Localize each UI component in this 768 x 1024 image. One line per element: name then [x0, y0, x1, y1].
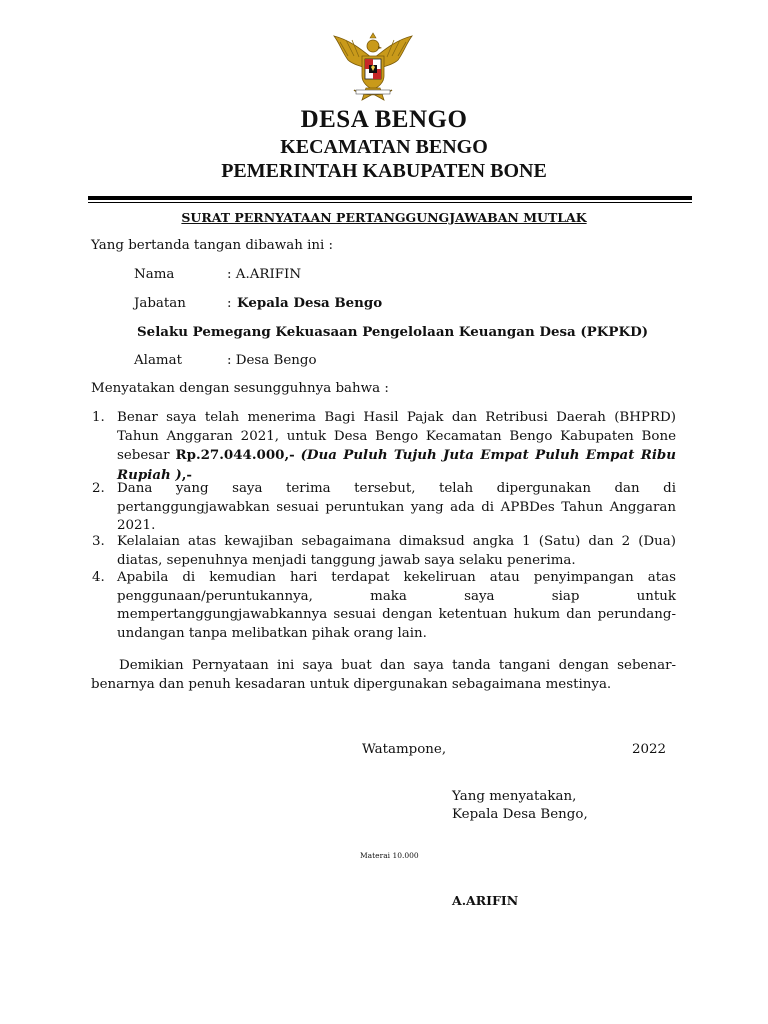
closing-paragraph: Demikian Pernyataan ini saya buat dan saya tanda tangani dengan sebenar-benarnya dan penuh kesadaran untuk dipergunakan sebagaimana mestinya.: [91, 658, 676, 692]
document-title: SURAT PERNYATAAN PERTANGGUNGJAWABAN MUTLAK: [181, 210, 587, 225]
header-divider-thin: [88, 202, 692, 203]
name-label: Nama: [134, 267, 175, 282]
item-text: Benar saya telah menerima Bagi Hasil Pajak dan Retribusi Daerah (BHPRD) Tahun Anggaran 2021, untuk Desa Bengo Kecamatan Bengo Kabupaten Bone sebesar: [117, 410, 676, 463]
district-title: KECAMATAN BENGO: [280, 136, 488, 158]
amount-tail: ,-: [181, 466, 192, 483]
garuda-emblem-icon: [326, 30, 420, 102]
list-item: Apabila di kemudian hari terdapat kekeliruan atau penyimpangan atas penggunaan/peruntukannya, maka saya siap untuk mempertanggungjawabkannya sesuai dengan ketentuan hukum dan perundang-undangan tanpa melibatkan pihak orang lain.: [117, 570, 676, 641]
regency-title: PEMERINTAH KABUPATEN BONE: [221, 160, 547, 182]
village-title: DESA BENGO: [300, 106, 468, 133]
header-divider-thick: [88, 196, 692, 200]
item-number: 2.: [92, 481, 105, 496]
item-number: 4.: [92, 570, 105, 585]
declarant-label: Yang menyatakan,: [452, 789, 577, 804]
item-number: 1.: [92, 410, 105, 425]
item-number: 3.: [92, 534, 105, 549]
address-label: Alamat: [134, 353, 182, 368]
position-value: Kepala Desa Bengo: [237, 295, 383, 311]
declarant-role: Kepala Desa Bengo,: [452, 807, 588, 822]
amount-words-text: (Dua Puluh Tujuh Juta Empat Puluh Empat Ribu Rupiah ): [117, 447, 677, 483]
list-item: Kelalaian atas kewajiban sebagaimana dimaksud angka 1 (Satu) dan 2 (Dua) diatas, sepenuhnya menjadi tanggung jawab saya selaku penerima.: [117, 534, 676, 568]
address-value: : Desa Bengo: [227, 353, 317, 368]
signatory-name: A.ARIFIN: [452, 893, 519, 908]
signature-year: 2022: [632, 742, 667, 757]
amount-text: Rp.27.044.000,-: [175, 447, 295, 463]
list-item: [117, 409, 676, 485]
signature-place: Watampone,: [362, 742, 447, 757]
position-label: Jabatan: [134, 296, 186, 311]
intro-text: Yang bertanda tangan dibawah ini :: [91, 238, 334, 253]
name-value: : A.ARIFIN: [227, 267, 302, 282]
role-text: Selaku Pemegang Kekuasaan Pengelolaan Keuangan Desa (PKPKD): [137, 324, 649, 340]
stamp-label: Materai 10.000: [360, 851, 419, 860]
list-item: Dana yang saya terima tersebut, telah dipergunakan dan di pertanggungjawabkan sesuai peruntukan yang ada di APBDes Tahun Anggaran 2021.: [117, 481, 676, 533]
position-colon: :: [227, 296, 232, 311]
statement-intro: Menyatakan dengan sesungguhnya bahwa :: [91, 381, 389, 396]
